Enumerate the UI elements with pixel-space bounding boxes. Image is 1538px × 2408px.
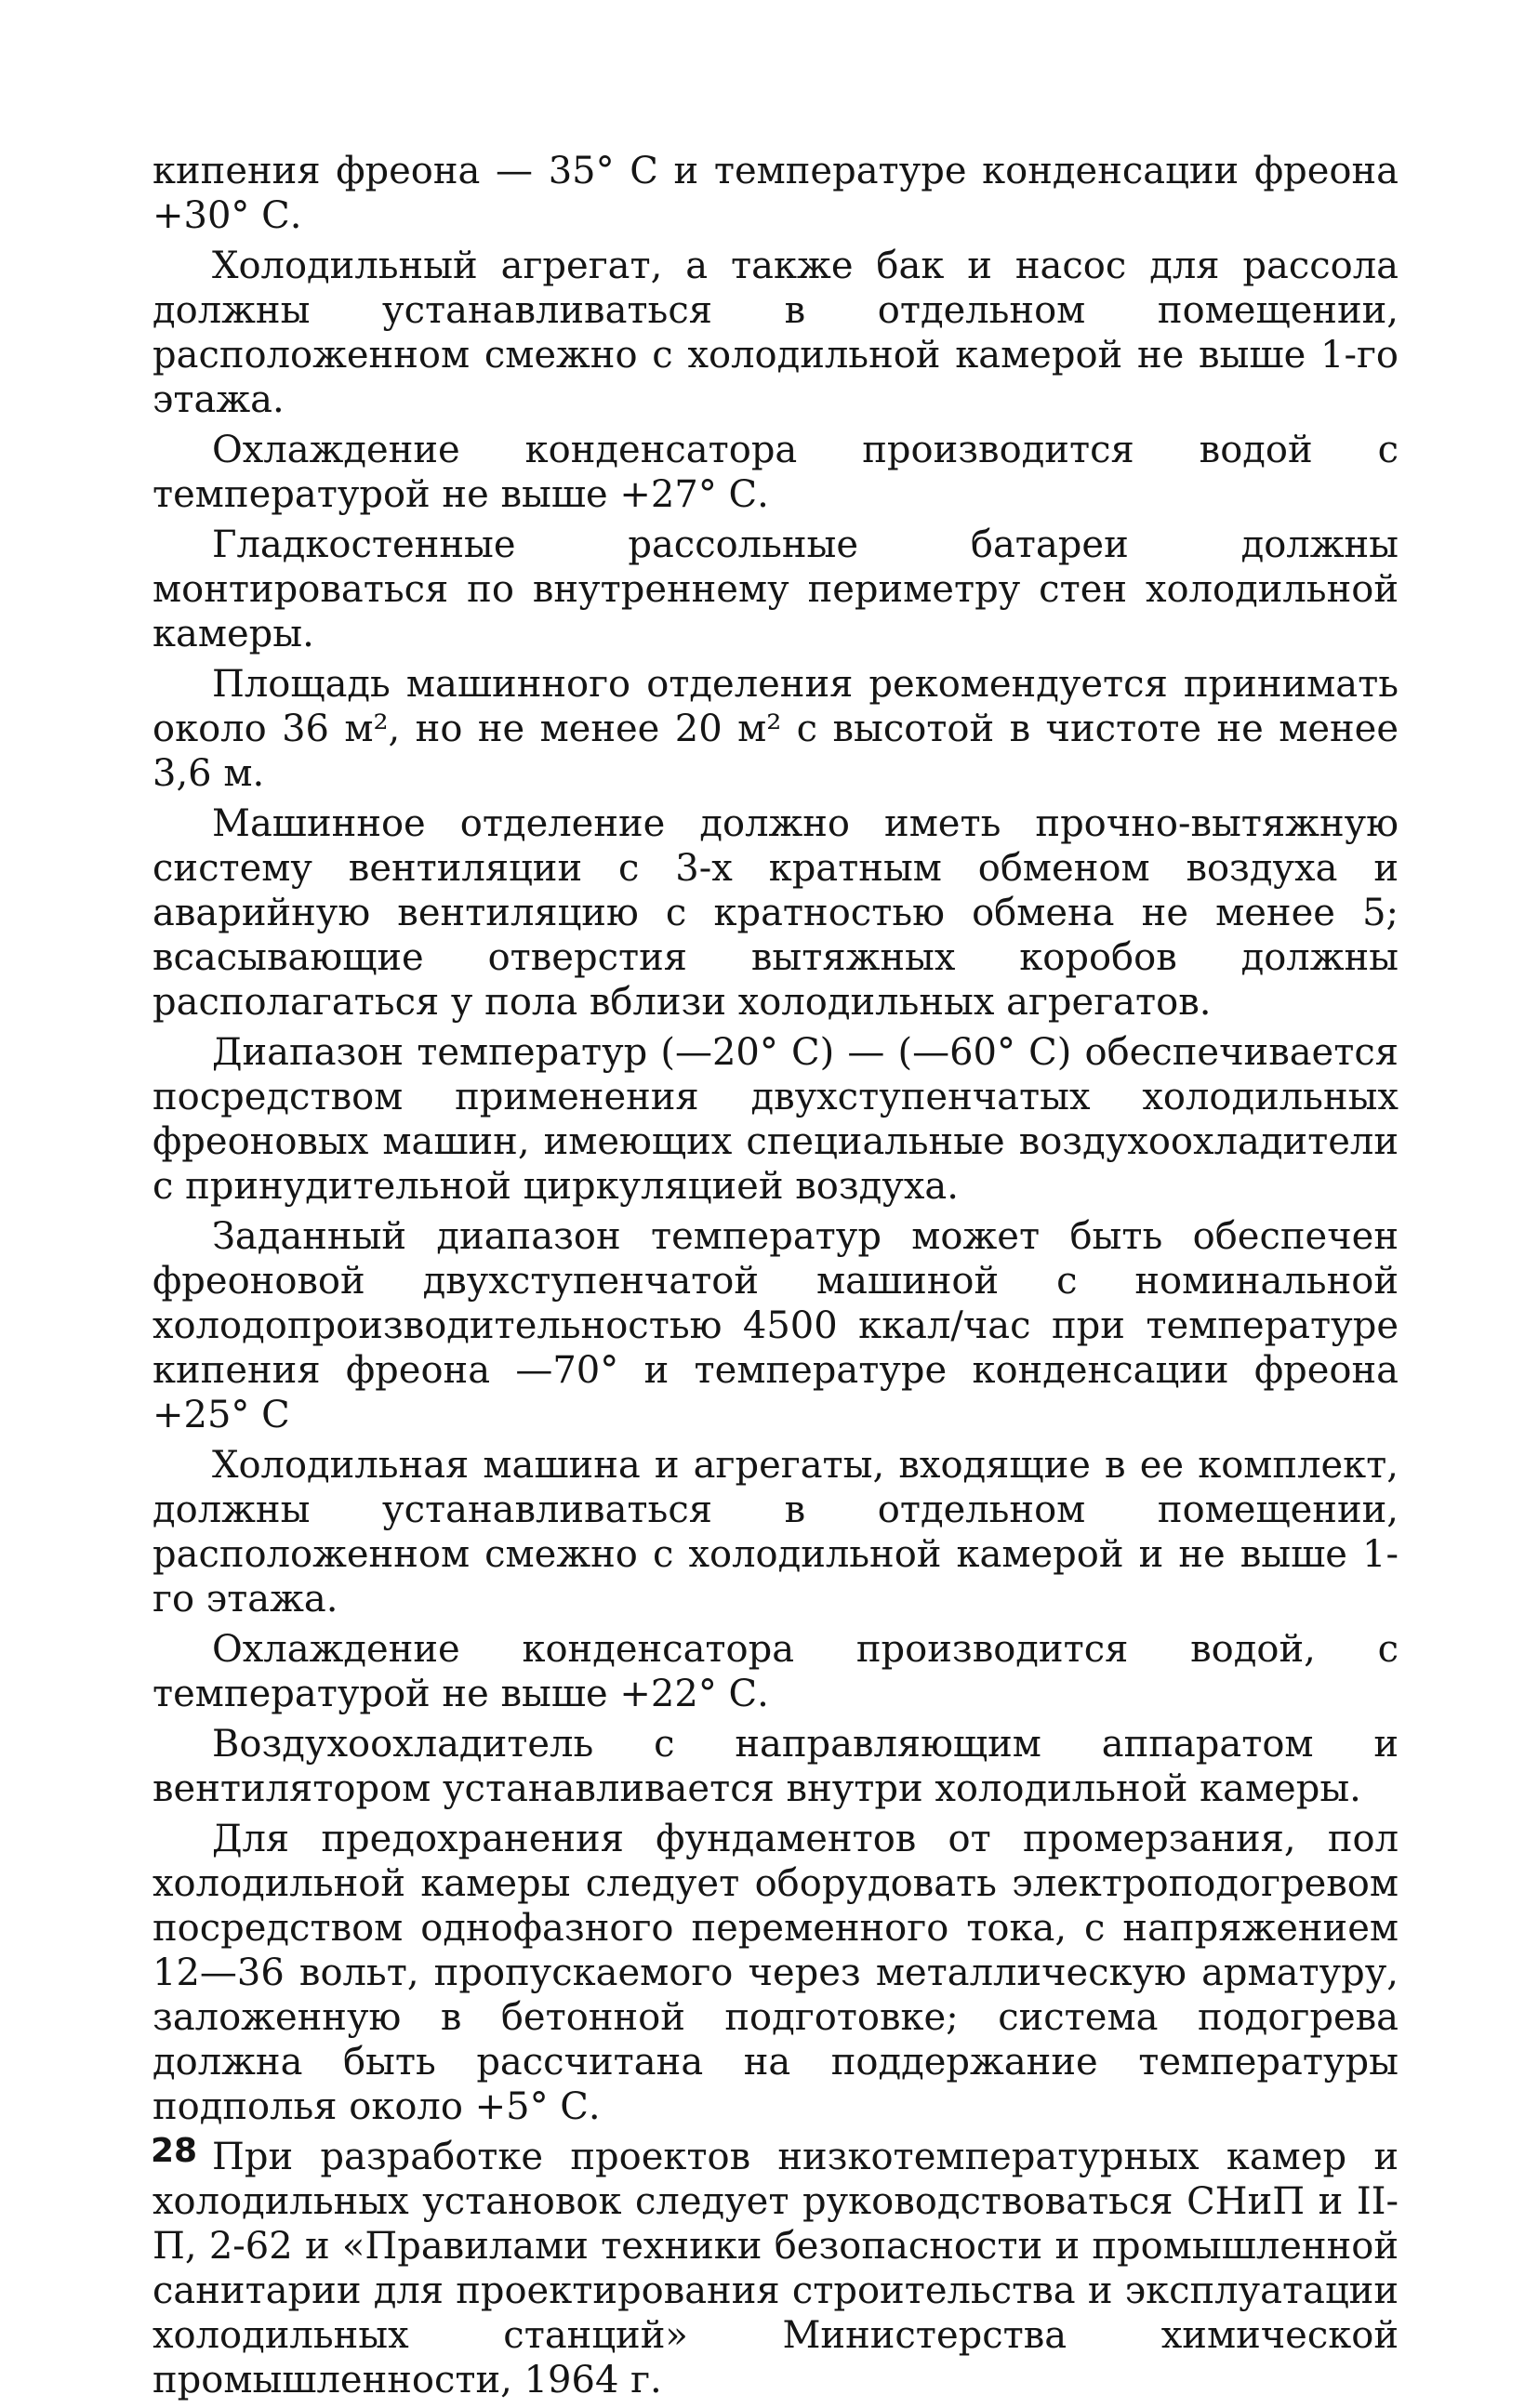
paragraph-continuation: кипения фреона — 35° С и температуре конденсации фреона +30° С. xyxy=(152,150,1399,237)
paragraph-two-stage-machine: Заданный диапазон температур может быть обеспечен фреоновой двухступенчатой машиной с номинальной холодопроизводительностью 4500 ккал/час при температуре кипения фреона —70° и температуре конденсации фреона +25° С xyxy=(152,1215,1399,1436)
page-number: 28 xyxy=(151,2132,198,2170)
paragraph-air-cooler: Воздухоохладитель с направляющим аппаратом и вентилятором устанавливается внутри холодильной камеры. xyxy=(152,1723,1399,1810)
paragraph-condenser-cooling-22: Охлаждение конденсатора производится водой, с температурой не выше +22° С. xyxy=(152,1628,1399,1715)
paragraph-brine-batteries: Гладкостенные рассольные батареи должны монтироваться по внутреннему периметру стен холодильной камеры. xyxy=(152,523,1399,655)
paragraph-machine-room-ventilation: Машинное отделение должно иметь прочно-вытяжную систему вентиляции с 3-х кратным обменом воздуха и аварийную вентиляцию с кратностью обмена не менее 5; всасывающие отверстия вытяжных коробов должны располагаться у пола вблизи холодильных агрегатов. xyxy=(152,802,1399,1024)
page-body xyxy=(152,149,1399,2408)
paragraph-temperature-range: Диапазон температур (—20° С) — (—60° С) обеспечивается посредством применения двухступенчатых холодильных фреоновых машин, имеющих специальные воздухоохладители с принудительной циркуляцией воздуха. xyxy=(152,1031,1399,1208)
paragraph-floor-heating: Для предохранения фундаментов от промерзания, пол холодильной камеры следует оборудовать электроподогревом посредством однофазного переменного тока, с напряжением 12—36 вольт, пропускаемого через металлическую арматуру, заложенную в бетонной подготовке; система подогрева должна быть рассчитана на поддержание температуры подполья около +5° С. xyxy=(152,1818,1399,2128)
paragraph-regulations: При разработке проектов низкотемпературных камер и холодильных установок следует руководствоваться СНиП и II-П, 2-62 и «Правилами техники безопасности и промышленной санитарии для проектирования строительства и эксплуатации холодильных станций» Министерства химической промышленности, 1964 г. xyxy=(152,2136,1399,2401)
paragraph-refrigeration-unit-placement: Холодильный агрегат, а также бак и насос для рассола должны устанавливаться в отдельном помещении, расположенном смежно с холодильной камерой не выше 1-го этажа. xyxy=(152,245,1399,421)
paragraph-machine-room-area: Площадь машинного отделения рекомендуется принимать около 36 м², но не менее 20 м² с высотой в чистоте не менее 3,6 м. xyxy=(152,663,1399,795)
paragraph-condenser-cooling-27: Охлаждение конденсатора производится водой с температурой не выше +27° С. xyxy=(152,429,1399,516)
paragraph-machine-placement: Холодильная машина и агрегаты, входящие в ее комплект, должны устанавливаться в отдельном помещении, расположенном смежно с холодильной камерой и не выше 1-го этажа. xyxy=(152,1444,1399,1621)
